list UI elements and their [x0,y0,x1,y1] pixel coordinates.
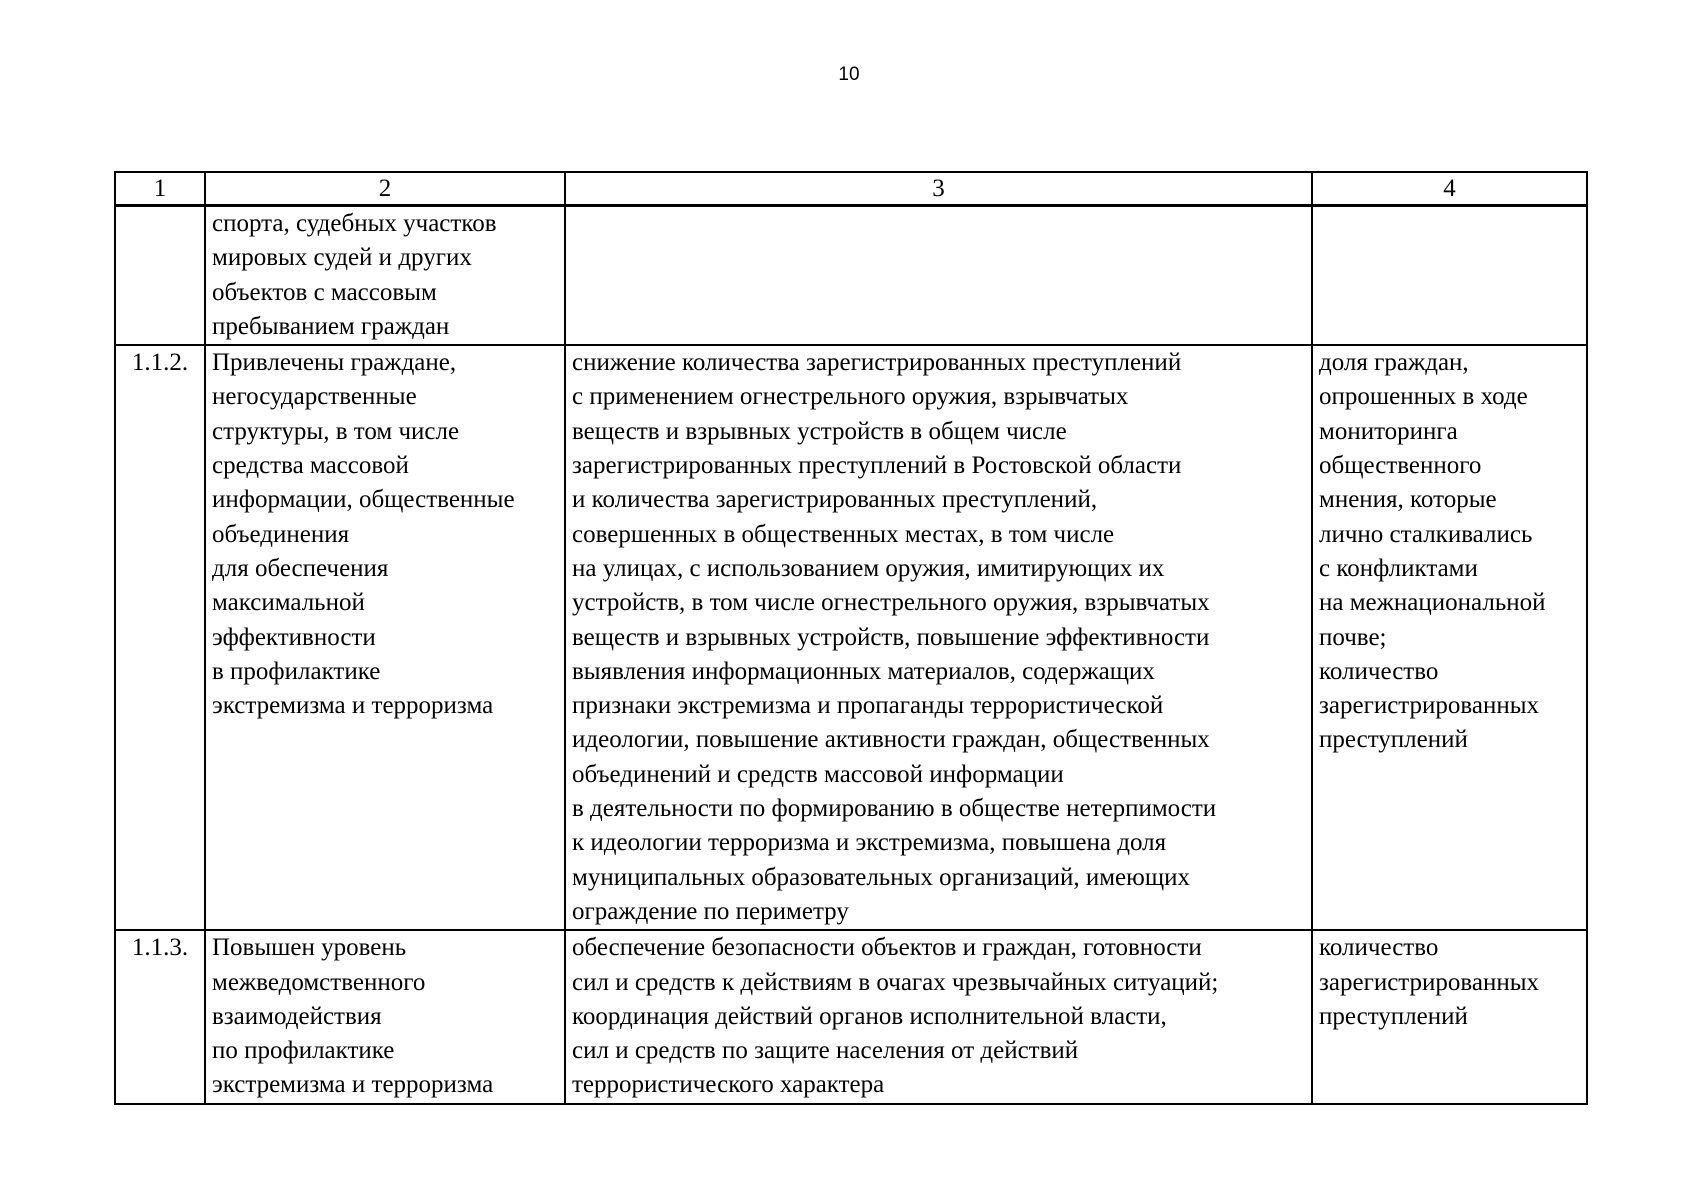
row-number: 1.1.2. [115,345,205,930]
row-effect: снижение количества зарегистрированных преступлений с применением огнестрельного оружия, взрывчатых веществ и взрывных устройств в общем числе зарегистрированных преступлений в Ростовской области и количества зарегистрированных преступлений, совершенных в общественных местах, в том числе на улицах, с использованием оружия, имитирующих их устройств, в том числе огнестрельного оружия, взрывчатых веществ и взрывных устройств, повышение эффективности выявления информационных материалов, содержащих признаки экстремизма и пропаганды террористической идеологии, повышение активности граждан, общественных объединений и средств массовой информации в деятельности по формированию в обществе нетерпимости к идеологии терроризма и экстремизма, повышена доля муниципальных образовательных организаций, имеющих ограждение по периметру [565,345,1312,930]
column-header-2: 2 [205,172,565,206]
row-indicator: количество зарегистрированных преступлений [1312,930,1587,1103]
column-header-3: 3 [565,172,1312,206]
row-indicator: доля граждан, опрошенных в ходе мониторинга общественного мнения, которые лично сталкивались с конфликтами на межнациональной почве; количество зарегистрированных преступлений [1312,345,1587,930]
table-row [115,345,1587,930]
row-indicator [1312,206,1587,346]
page-number: 10 [838,64,860,85]
program-table [114,171,1588,1105]
column-header-4: 4 [1312,172,1587,206]
table-header-row [115,172,1587,206]
row-result: Привлечены граждане, негосударственные структуры, в том числе средства массовой информации, общественные объединения для обеспечения максимальной эффективности в профилактике экстремизма и терроризма [205,345,565,930]
row-effect [565,206,1312,346]
row-effect: обеспечение безопасности объектов и граждан, готовности сил и средств к действиям в очагах чрезвычайных ситуаций; координация действий органов исполнительной власти, сил и средств по защите населения от действий террористического характера [565,930,1312,1103]
row-result: спорта, судебных участков мировых судей и других объектов с массовым пребыванием граждан [205,206,565,346]
table-row [115,206,1587,346]
column-header-1: 1 [115,172,205,206]
row-result: Повышен уровень межведомственного взаимодействия по профилактике экстремизма и терроризма [205,930,565,1103]
table-row [115,930,1587,1103]
row-number [115,206,205,346]
row-number: 1.1.3. [115,930,205,1103]
